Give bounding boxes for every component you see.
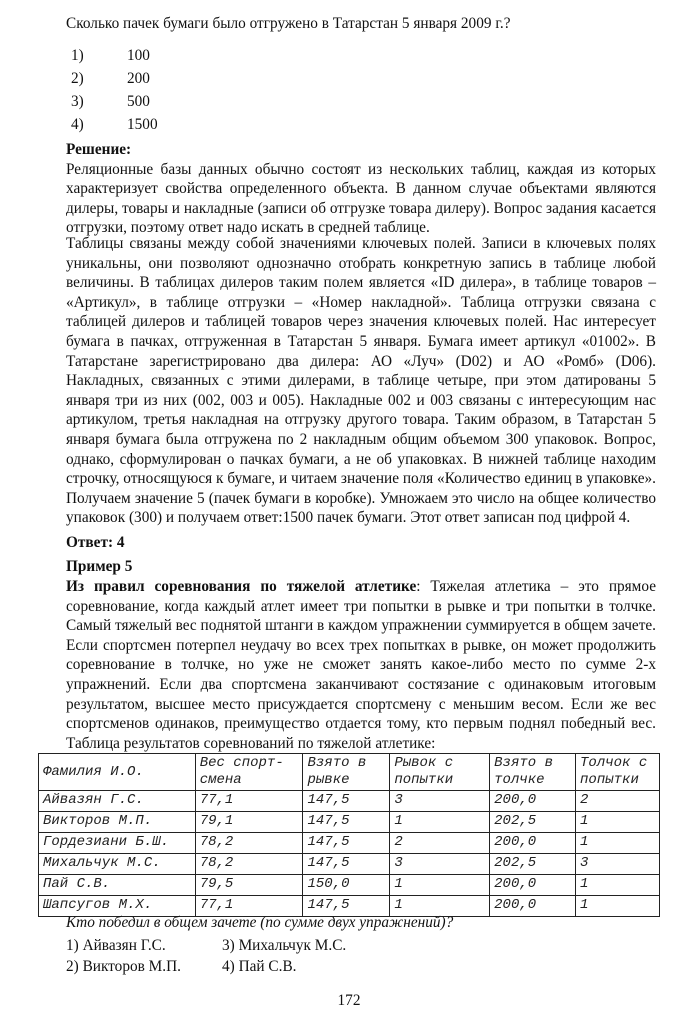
- solution-heading: Решение:: [66, 141, 132, 158]
- final-option-4: 4) Пай С.В.: [222, 958, 297, 975]
- example-lead-rest: : Тяжелая атлетика – это прямое соревнование, когда каждый атлет имеет три попытки в рывке и три попытки в толчке. Самый тяжелый вес поднятой штанги в каждом упражнении суммируется в общем зачете. Если спортсмен потерпел неудачу во всех трех попытках в рывке, он может продолжить соревнование в толчке, но уже не сможет занять какое-либо место по сумме 2-х упражнений. Если два спортсмена заканчивают состязание с одинаковым итоговым результатом, высшее место присуждается спортсмену с меньшим весом. Если же вес спортсменов одинаков, преимущество отдается тому, кто первым поднял победный вес. Таблица результатов соревнований по тяжелой атлетике:: [66, 578, 656, 752]
- final-option-2: 2) Викторов М.П.: [66, 958, 181, 975]
- table-row: Айвазян Г.С. 77,1 147,5 3 200,0 2: [39, 791, 660, 812]
- final-option-3: 3) Михальчук М.С.: [222, 937, 347, 954]
- col-header-name: Фамилия И.О.: [39, 754, 196, 791]
- example-text: [66, 577, 656, 753]
- example-lead-bold: Из правил соревнования по тяжелой атлетике: [66, 578, 417, 595]
- col-header-snatch-attempt: Рывок с попытки: [390, 754, 490, 791]
- table-row: Викторов М.П. 79,1 147,5 1 202,5 1: [39, 812, 660, 833]
- table-row: Гордезиани Б.Ш. 78,2 147,5 2 200,0 1: [39, 833, 660, 854]
- answer-label: Ответ: 4: [66, 534, 125, 551]
- solution-section: [66, 140, 656, 238]
- col-header-snatch: Взято в рывке: [303, 754, 390, 791]
- final-option-1: 1) Айвазян Г.С.: [66, 937, 166, 954]
- table-row: Пай С.В. 79,5 150,0 1 200,0 1: [39, 875, 660, 896]
- col-header-clean-jerk-attempt: Толчок с попытки: [576, 754, 660, 791]
- option-2: 2) 200: [71, 70, 150, 87]
- question-text: Сколько пачек бумаги было отгружено в Татарстан 5 января 2009 г.?: [66, 15, 511, 32]
- answer-options: [71, 44, 158, 136]
- solution-paragraph-2-block: [66, 234, 656, 528]
- option-4: 4) 1500: [71, 116, 158, 133]
- solution-paragraph-1: Реляционные базы данных обычно состоят из нескольких таблиц, каждая из которых характеризует свойства определенного объекта. В данном случае объектами являются дилеры, товары и накладные (записи об отгрузке товара дилеру). Вопрос задания касается отгрузки, поэтому ответ надо искать в средней таблице.: [66, 160, 656, 237]
- col-header-weight: Вес спорт-смена: [195, 754, 303, 791]
- final-answer-options: [66, 935, 346, 977]
- option-3: 3) 500: [71, 93, 150, 110]
- table-header-row: [39, 754, 660, 791]
- page-number: 172: [337, 992, 361, 1009]
- option-1: 1) 100: [71, 47, 150, 64]
- final-question: Кто победил в общем зачете (по сумме двух упражнений)?: [66, 914, 454, 931]
- table-row: Шапсугов М.Х. 77,1 147,5 1 200,0 1: [39, 896, 660, 917]
- results-table: [38, 753, 660, 917]
- col-header-clean-jerk: Взято в толчке: [490, 754, 576, 791]
- table-row: Михальчук М.С. 78,2 147,5 3 202,5 3: [39, 854, 660, 875]
- solution-paragraph-2: Таблицы связаны между собой значениями ключевых полей. Записи в ключевых полях уникальны, они позволяют однозначно отобрать конкретную запись в таблице любой величины. В таблицах дилеров таким полем является «ID дилера», в таблице товаров – «Артикул», в таблице отгрузки – «Номер накладной». Таблица отгрузки связана с таблицей дилеров и таблицей товаров через значения ключевых полей. Нас интересует бумага в пачках, отгруженная в Татарстан 5 января. Бумага имеет артикул «01002». В Татарстане зарегистрировано два дилера: АО «Луч» (D02) и АО «Ромб» (D06). Накладных, связанных с этими дилерами, в таблице четыре, при этом датированы 5 января три из них (002, 003 и 005). Накладные 002 и 003 связаны с интересующим нас артикулом, третья накладная на отгрузку другого товара. Таким образом, в Татарстан 5 января бумага была отгружена по 2 накладным общим объемом 300 упаковок. Вопрос, однако, сформулирован о пачках бумаги, а не об упаковках. В нижней таблице находим строчку, относящуюся к бумаге, и читаем значение поля «Количество единиц в упаковке». Получаем значение 5 (пачек бумаги в коробке). Умножаем это число на общее количество упаковок (300) и получаем ответ:1500 пачек бумаги. Этот ответ записан под цифрой 4.: [66, 235, 656, 527]
- example-heading: Пример 5: [66, 558, 133, 575]
